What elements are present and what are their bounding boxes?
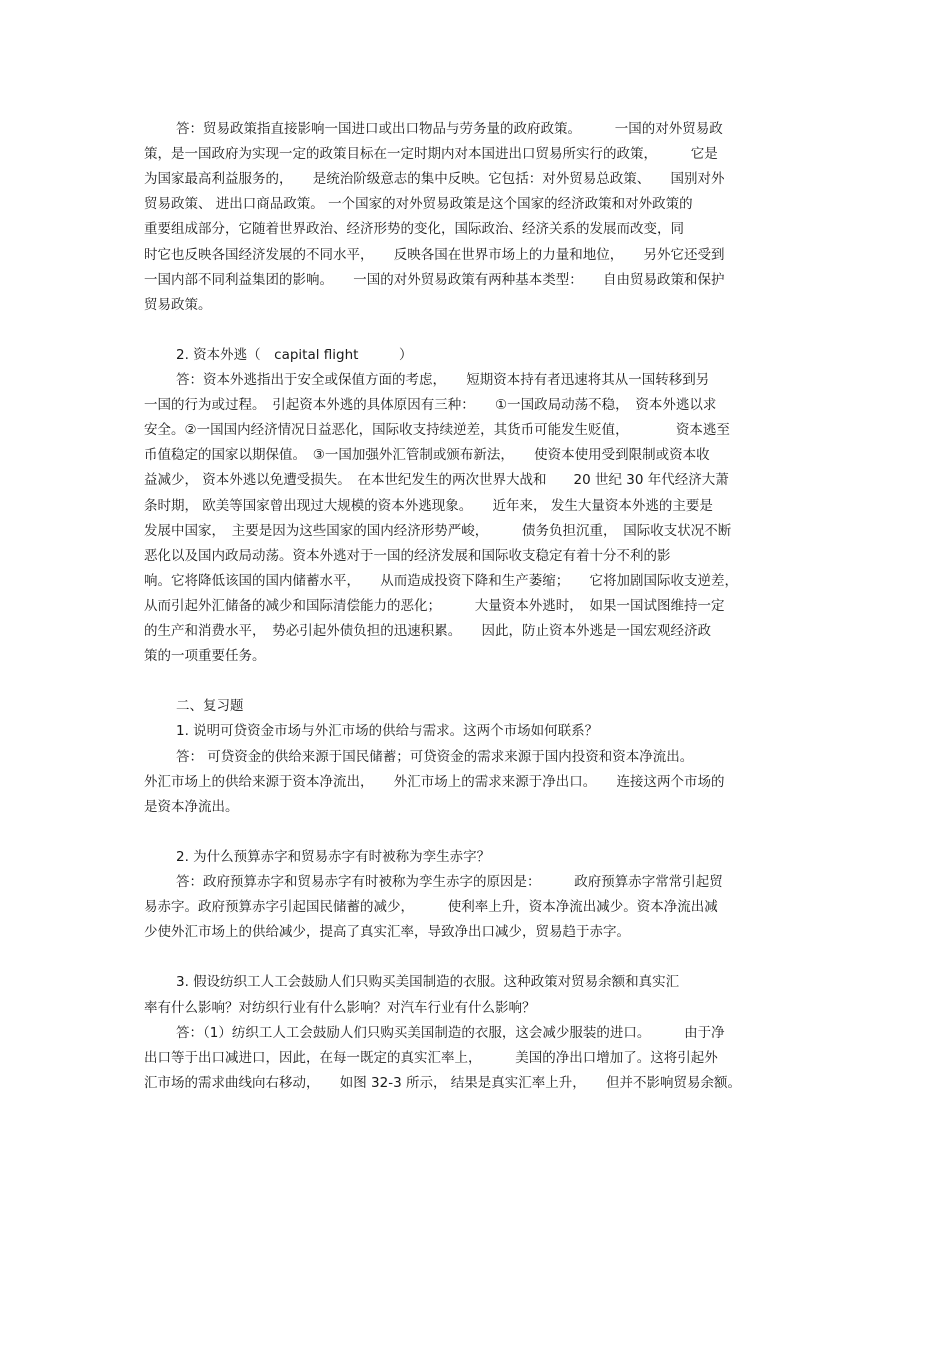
text-line: 安全。②一国国内经济情况日益恶化，国际收支持续逆差，其货币可能发生贬值， 资本逃至 xyxy=(144,422,730,439)
text-line: 答： 可贷资金的供给来源于国民储蓄；可贷资金的需求来源于国内投资和资本净流出。 xyxy=(176,748,694,765)
text-line: 答：贸易政策指直接影响一国进口或出口物品与劳务量的政府政策。 一国的对外贸易政 xyxy=(176,121,723,137)
text-line: 2. 资本外逃（ capital flight ） xyxy=(176,346,413,363)
blank-line xyxy=(144,948,814,966)
text-line: 重要组成部分，它随着世界政治、经济形势的变化，国际政治、经济关系的发展而改变，同 xyxy=(144,221,684,238)
blank-line xyxy=(144,823,814,841)
text-line: 贸易政策、 进出口商品政策。 一个国家的对外贸易政策是这个国家的经济政策和对外政策的 xyxy=(144,196,693,213)
text-line: 少使外汇市场上的供给减少，提高了真实汇率，导致净出口减少，贸易趋于赤字。 xyxy=(144,924,630,941)
text-line: 币值稳定的国家以期保值。 ③一国加强外汇管制或颁布新法， 使资本使用受到限制或资本收 xyxy=(144,447,710,464)
text-line: 外汇市场上的供给来源于资本净流出， 外汇市场上的需求来源于净出口。 连接这两个市场的 xyxy=(144,773,725,790)
text-line: 2. 为什么预算赤字和贸易赤字有时被称为孪生赤字？ xyxy=(176,848,491,865)
blank-line xyxy=(144,672,814,690)
text-line: 策的一项重要任务。 xyxy=(144,648,266,665)
text-line: 从而引起外汇储备的减少和国际清偿能力的恶化； 大量资本外逃时， 如果一国试图维持一定 xyxy=(144,597,725,614)
text-line: 汇市场的需求曲线向右移动， 如图 32-3 所示， 结果是真实汇率上升， 但并不影响贸易余额。 xyxy=(144,1074,742,1091)
text-line: 时它也反映各国经济发展的不同水平， 反映各国在世界市场上的力量和地位， 另外它还受到 xyxy=(144,246,725,263)
text-line: 策，是一国政府为实现一定的政策目标在一定时期内对本国进出口贸易所实行的政策， 它是 xyxy=(144,146,718,163)
text-line: 易赤字。政府预算赤字引起国民储蓄的减少， 使利率上升，资本净流出减少。资本净流出减 xyxy=(144,899,718,916)
text-line: 一国的行为或过程。 引起资本外逃的具体原因有三种： ①一国政局动荡不稳， 资本外逃以求 xyxy=(144,397,717,414)
text-line: 1. 说明可贷资金市场与外汇市场的供给与需求。这两个市场如何联系？ xyxy=(176,723,599,740)
text-line: 条时期， 欧美等国家曾出现过大规模的资本外逃现象。 近年来， 发生大量资本外逃的主要是 xyxy=(144,497,713,514)
text-line: 响。它将降低该国的国内储蓄水平， 从而造成投资下降和生产萎缩； 它将加剧国际收支逆差， xyxy=(144,572,738,589)
text-line: 益减少， 资本外逃以免遭受损失。 在本世纪发生的两次世界大战和 20 世纪 30 年代经济大萧 xyxy=(144,472,729,489)
text-line: 是资本净流出。 xyxy=(144,798,239,815)
text-line: 答：（1）纺织工人工会鼓励人们只购买美国制造的衣服，这会减少服装的进口。 由于净 xyxy=(176,1024,725,1041)
text-line: 3. 假设纺织工人工会鼓励人们只购买美国制造的衣服。这种政策对贸易余额和真实汇 xyxy=(176,974,680,991)
text-line: 率有什么影响？对纺织行业有什么影响？对汽车行业有什么影响？ xyxy=(144,999,536,1016)
text-line: 出口等于出口减进口，因此，在每一既定的真实汇率上， 美国的净出口增加了。这将引起外 xyxy=(144,1049,718,1066)
text-line: 二、复习题 xyxy=(176,698,244,715)
text-line: 答：资本外逃指出于安全或保值方面的考虑， 短期资本持有者迅速将其从一国转移到另 xyxy=(176,372,710,388)
blank-line xyxy=(144,321,814,339)
text-line: 发展中国家， 主要是因为这些国家的国内经济形势严峻， 债务负担沉重， 国际收支状况不断 xyxy=(144,522,732,539)
text-line: 贸易政策。 xyxy=(144,296,212,313)
text-line: 的生产和消费水平， 势必引起外债负担的迅速积累。 因此，防止资本外逃是一国宏观经济政 xyxy=(144,623,711,639)
text-line: 为国家最高利益服务的， 是统治阶级意志的集中反映。它包括：对外贸易总政策、 国别对外 xyxy=(144,171,725,188)
text-line: 恶化以及国内政局动荡。资本外逃对于一国的经济发展和国际收支稳定有着十分不利的影 xyxy=(144,547,671,564)
text-line: 答：政府预算赤字和贸易赤字有时被称为孪生赤字的原因是： 政府预算赤字常常引起贸 xyxy=(176,874,723,890)
text-line: 一国内部不同利益集团的影响。 一国的对外贸易政策有两种基本类型： 自由贸易政策和保护 xyxy=(144,271,725,288)
